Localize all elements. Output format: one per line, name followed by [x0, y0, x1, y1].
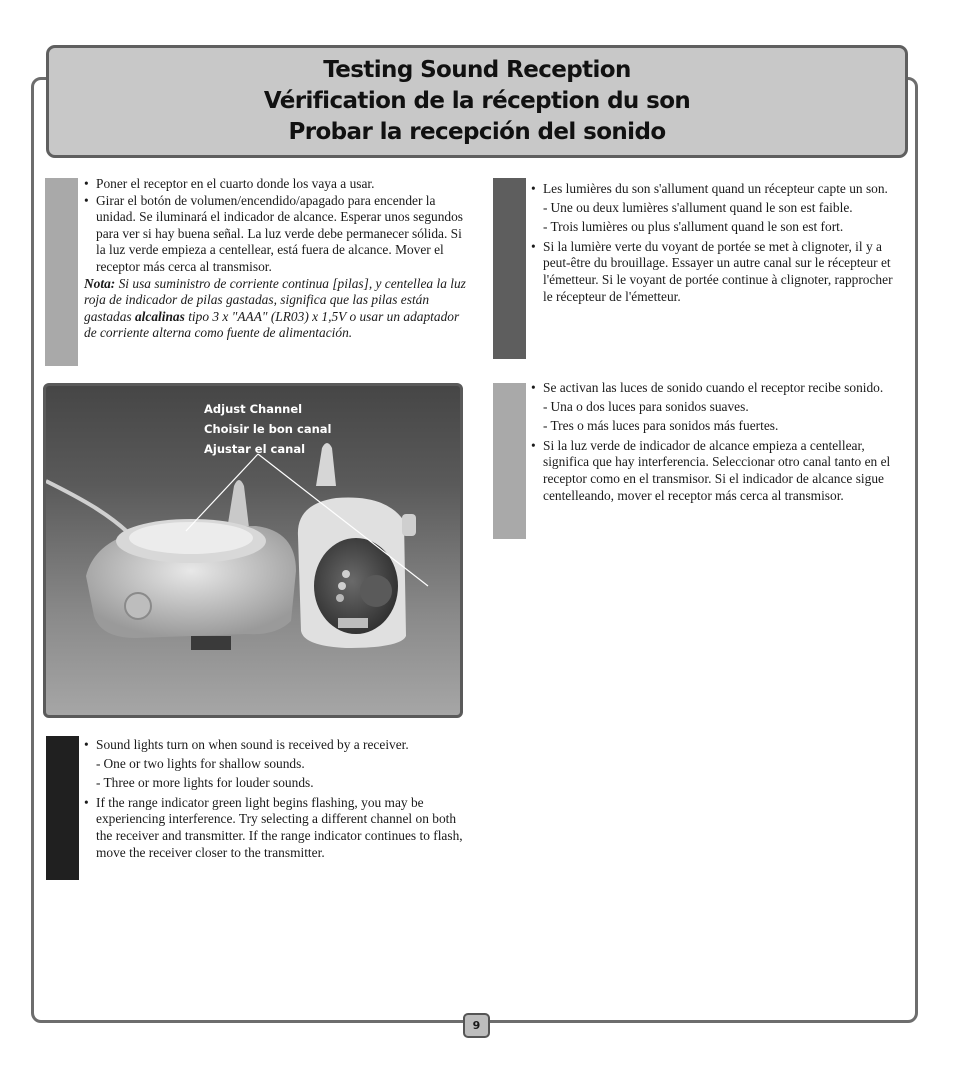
note-text-2: tipo 3 x "AAA" (LR03) x 1,5V o usar un adaptador de corriente alterna como fuente de alimentación. — [84, 308, 460, 341]
power-button-icon — [125, 593, 151, 619]
section-bar-spanish-upper — [45, 178, 78, 366]
list-subitem: - Une ou deux lumières s'allument quand le son est faible. — [543, 199, 853, 215]
note-bold: alcalinas — [134, 308, 185, 324]
transmitter-dome — [129, 522, 253, 554]
spanish-lower-text — [531, 380, 903, 504]
photo-label-french: Choisir le bon canal — [204, 422, 332, 436]
list-item: • Se activan las luces de sonido cuando el receptor recibe sonido. — [531, 380, 903, 397]
product-photo — [43, 383, 463, 718]
sound-light — [336, 594, 344, 602]
antenna-icon — [316, 443, 336, 486]
title-french: Vérification de la réception du son — [263, 88, 691, 114]
title-banner — [46, 45, 908, 158]
section-bar-english — [46, 736, 79, 880]
list-subitem: - One or two lights for shallow sounds. — [96, 755, 305, 771]
list-subitem: - Una o dos luces para sonidos suaves. — [543, 398, 749, 414]
page-number: 9 — [463, 1013, 490, 1038]
note-label: Nota: — [84, 275, 116, 291]
list-item: • Les lumières du son s'allument quand un récepteur capte un son. — [531, 181, 903, 198]
section-bar-spanish-lower — [493, 383, 526, 539]
title-english: Testing Sound Reception — [323, 57, 631, 83]
battery-note — [84, 276, 466, 342]
english-text — [84, 737, 468, 861]
list-item: • If the range indicator green light begins flashing, you may be experiencing interference. Try selecting a different channel on both the receiver and transmitter. If the range indicator continues to flash, move the receiver closer to the transmitter. — [84, 795, 468, 861]
list-item: • Si la lumière verte du voyant de portée se met à clignoter, il y a peut-être du brouillage. Essayer un autre canal sur le récepteur et l'émetteur. Si le voyant de portée continue à clignoter, rapprocher le récepteur de l'émetteur. — [531, 239, 903, 305]
note-text-1: Si usa suministro de corriente continua [pilas], y centellea la luz roja de indicador de pilas gastadas, significa que las pilas están gastadas — [84, 275, 466, 324]
receiver-logo-badge — [338, 618, 368, 628]
list-item: • Girar el botón de volumen/encendido/apagado para encender la unidad. Se iluminará el indicador de alcance. Esperar unos segundos para ver si hay buena señal. La luz verde debe permanecer sólida. Si la luz verde empieza a centellear, está fuera de alcance. Mover el receptor más cerca al transmisor. — [84, 193, 466, 276]
list-subitem: - Trois lumières ou plus s'allument quand le son est fort. — [543, 219, 844, 235]
title-spanish: Probar la recepción del sonido — [288, 119, 666, 145]
list-subitem: - Tres o más luces para sonidos más fuertes. — [543, 418, 779, 434]
section-bar-french — [493, 178, 526, 359]
list-item: • Poner el receptor en el cuarto donde los vaya a usar. — [84, 176, 466, 193]
photo-label-spanish: Ajustar el canal — [204, 442, 306, 456]
spanish-upper-text — [84, 176, 466, 342]
list-item: • Sound lights turn on when sound is received by a receiver. — [84, 737, 468, 754]
photo-label-english: Adjust Channel — [204, 402, 303, 416]
french-text — [531, 181, 903, 305]
transmitter-foot — [191, 636, 231, 650]
speaker-grille-icon — [360, 575, 392, 607]
sound-light — [338, 582, 346, 590]
channel-switch — [402, 514, 416, 536]
sound-light — [342, 570, 350, 578]
list-subitem: - Three or more lights for louder sounds. — [96, 775, 314, 791]
list-item: • Si la luz verde de indicador de alcance empieza a centellear, significa que hay interferencia. Seleccionar otro canal tanto en el receptor como en el transmisor. Si el indicador de alcance sigue centelleando, mover el receptor más cerca al transmisor. — [531, 438, 903, 504]
